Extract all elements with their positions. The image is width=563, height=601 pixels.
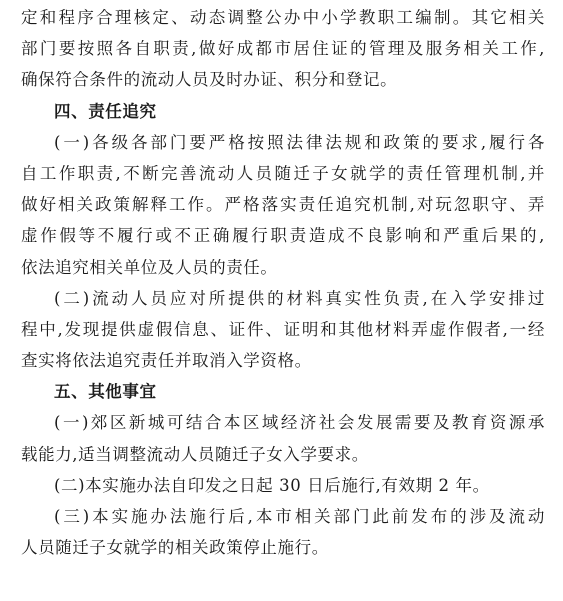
body-line: (二)本实施办法自印发之日起 30 日后施行,有效期 2 年。 — [54, 475, 490, 495]
body-line: (一)郊区新城可结合本区域经济社会发展需要及教育资源承 — [54, 413, 545, 433]
body-line: 确保符合条件的流动人员及时办证、积分和登记。 — [21, 70, 398, 90]
body-line: 人员随迁子女就学的相关政策停止施行。 — [21, 538, 329, 558]
body-line: 虚作假等不履行或不正确履行职责造成不良影响和严重后果的, — [21, 226, 545, 246]
body-line: 自工作职责,不断完善流动人员随迁子女就学的责任管理机制,并 — [21, 163, 545, 183]
body-line: 做好相关政策解释工作。严格落实责任追究机制,对玩忽职守、弄 — [21, 195, 545, 215]
body-line: (一)各级各部门要严格按照法律法规和政策的要求,履行各 — [54, 132, 545, 152]
body-line: 查实将依法追究责任并取消入学资格。 — [21, 351, 312, 371]
body-line: 依法追究相关单位及人员的责任。 — [21, 257, 278, 277]
section-heading-other-matters: 五、其他事宜 — [54, 382, 157, 402]
body-line: 载能力,适当调整流动人员随迁子女入学要求。 — [21, 444, 369, 464]
body-line: 定和程序合理核定、动态调整公办中小学教职工编制。其它相关 — [21, 8, 545, 27]
body-line: (三)本实施办法施行后,本市相关部门此前发布的涉及流动 — [54, 507, 545, 526]
section-heading-accountability: 四、责任追究 — [54, 101, 157, 121]
body-line: (二)流动人员应对所提供的材料真实性负责,在入学安排过 — [54, 288, 545, 308]
body-line: 程中,发现提供虚假信息、证件、证明和其他材料弄虚作假者,一经 — [21, 319, 545, 339]
body-line: 部门要按照各自职责,做好成都市居住证的管理及服务相关工作, — [21, 39, 545, 59]
